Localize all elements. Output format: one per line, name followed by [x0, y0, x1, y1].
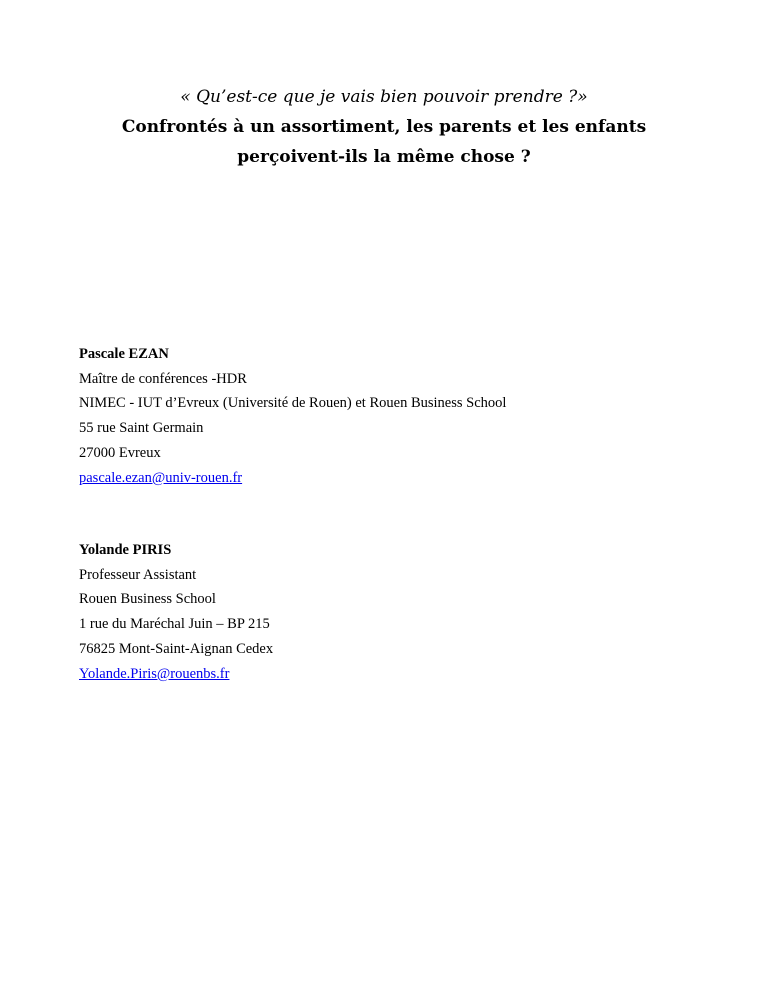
author-street: 1 rue du Maréchal Juin – BP 215 — [79, 616, 270, 633]
author-name: Pascale EZAN — [79, 346, 169, 362]
author-email-link[interactable]: pascale.ezan@univ-rouen.fr — [79, 469, 243, 486]
author-city: 27000 Evreux — [79, 444, 161, 461]
author-affiliation: NIMEC - IUT d’Evreux (Université de Rouen) et Rouen Business School — [79, 395, 507, 412]
title-question: « Qu’est-ce que je vais bien pouvoir prendre ?» — [180, 87, 588, 107]
author-email-link[interactable]: Yolande.Piris@rouenbs.fr — [79, 665, 230, 682]
author-city: 76825 Mont-Saint-Aignan Cedex — [79, 640, 274, 657]
author-block-2 — [79, 538, 699, 686]
author-name: Yolande PIRIS — [79, 542, 172, 558]
title-line-2: Confrontés à un assortiment, les parents et les enfants — [121, 117, 647, 137]
title-block — [0, 82, 768, 172]
author-affiliation: Rouen Business School — [79, 591, 216, 608]
title-line-3: perçoivent-ils la même chose ? — [237, 147, 531, 167]
author-block-1 — [79, 342, 699, 490]
author-position: Professeur Assistant — [79, 566, 197, 583]
author-position: Maître de conférences -HDR — [79, 370, 247, 387]
author-street: 55 rue Saint Germain — [79, 420, 204, 437]
